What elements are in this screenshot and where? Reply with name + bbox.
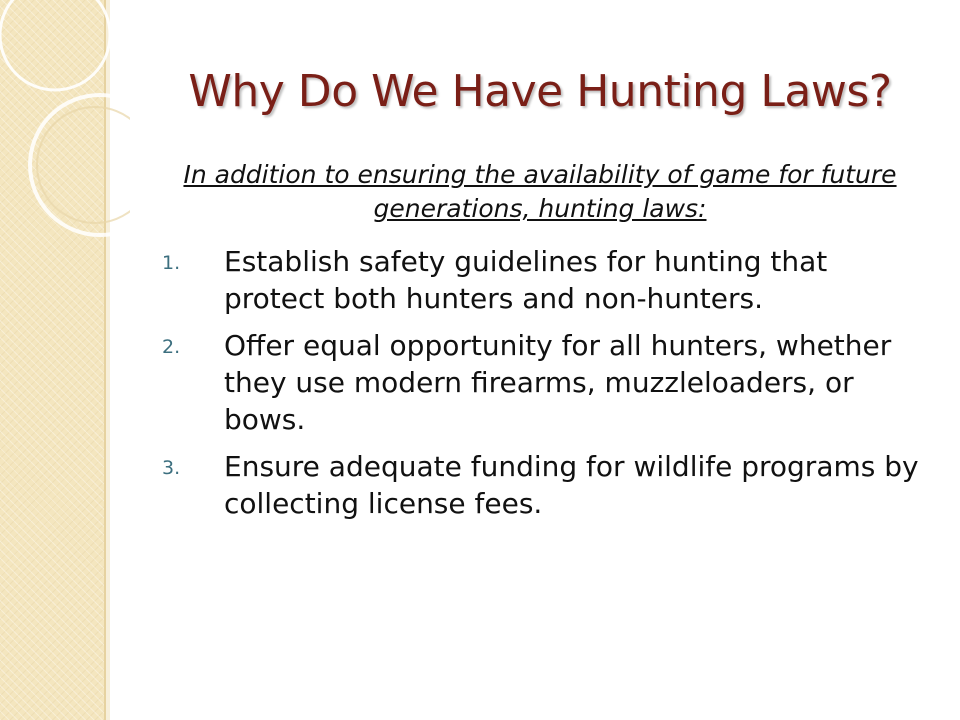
slide-title: Why Do We Have Hunting Laws? <box>188 66 892 117</box>
list-number: 1. <box>162 252 181 274</box>
numbered-list <box>162 243 932 532</box>
list-item <box>162 448 932 522</box>
list-item <box>162 243 932 317</box>
list-item-text: Establish safety guidelines for hunting that protect both hunters and non-hunters. <box>224 245 828 315</box>
list-item <box>162 327 932 438</box>
list-item-text: Ensure adequate funding for wildlife programs by collecting license fees. <box>224 450 919 520</box>
decorative-circles-icon <box>0 0 130 260</box>
list-item-text: Offer equal opportunity for all hunters, whether they use modern firearms, muzzleloaders, or bows. <box>224 329 892 436</box>
list-number: 2. <box>162 336 181 358</box>
list-number: 3. <box>162 457 181 479</box>
intro-text: In addition to ensuring the availability of game for future generations, hunting laws: <box>183 160 897 223</box>
